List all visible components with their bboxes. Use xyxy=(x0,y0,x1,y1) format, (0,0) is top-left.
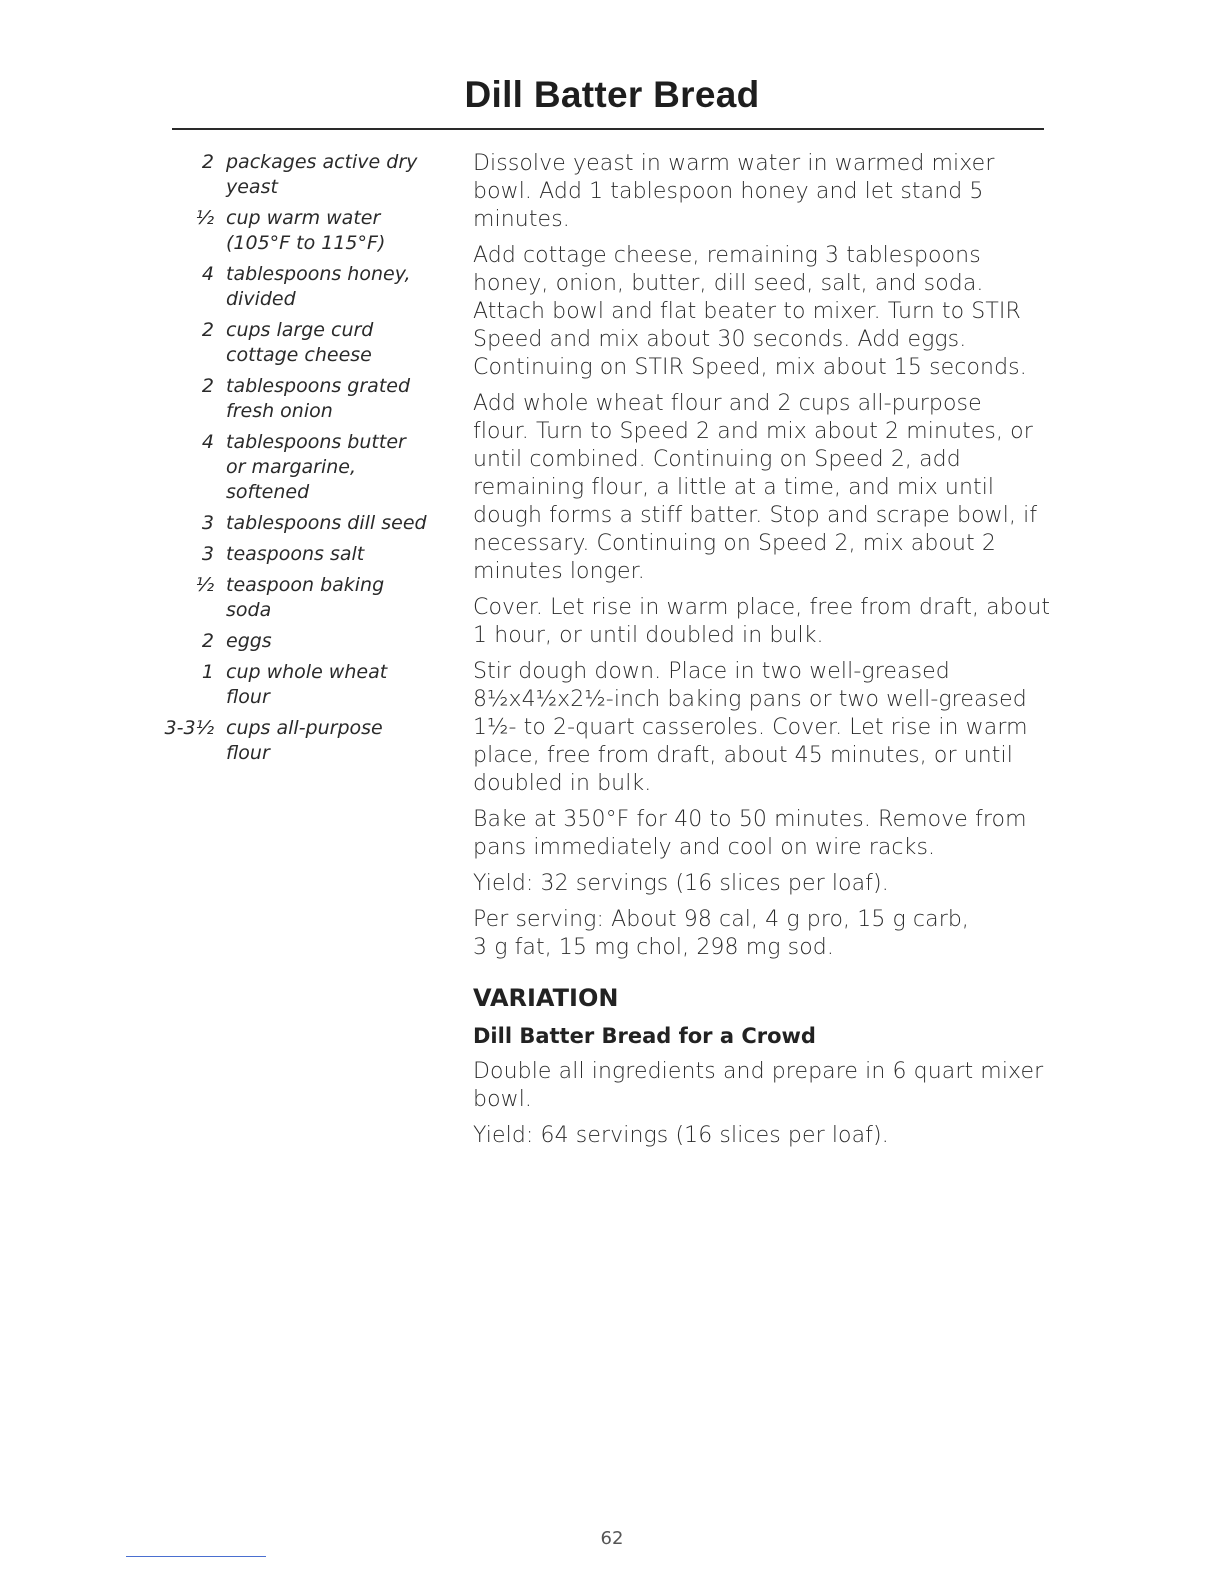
paragraph-line: place, free from draft, about 45 minutes, or until xyxy=(473,743,1013,768)
ingredient-item xyxy=(150,511,450,536)
variation-subheading: Dill Batter Bread for a Crowd xyxy=(473,1024,816,1048)
ingredient-line: packages active dry xyxy=(226,151,418,173)
paragraph-line: doubled in bulk. xyxy=(473,771,652,796)
ingredient-quantity: 2 xyxy=(201,630,214,652)
method-paragraph xyxy=(473,870,1053,898)
ingredient-line: cup whole wheat xyxy=(226,661,388,683)
paragraph-line: dough forms a stiff batter. Stop and scrape bowl, if xyxy=(473,503,1038,528)
method-paragraph xyxy=(473,1058,1053,1114)
method-paragraph xyxy=(473,806,1053,862)
ingredient-line: or margarine, xyxy=(226,456,357,478)
paragraph-line: flour. Turn to Speed 2 and mix about 2 minutes, or xyxy=(473,419,1033,444)
paragraph-line: bowl. xyxy=(473,1087,533,1112)
ingredient-quantity: ½ xyxy=(195,207,214,229)
paragraph-line: minutes longer. xyxy=(473,559,645,584)
paragraph-line: Add cottage cheese, remaining 3 tablespoons xyxy=(473,243,981,268)
ingredient-text xyxy=(226,430,436,505)
paragraph-line: honey, onion, butter, dill seed, salt, and soda. xyxy=(473,271,984,296)
ingredient-line: divided xyxy=(226,288,296,310)
paragraph-line: necessary. Continuing on Speed 2, mix about 2 xyxy=(473,531,996,556)
ingredient-line: tablespoons dill seed xyxy=(226,512,427,534)
method-paragraph xyxy=(473,1122,1053,1150)
ingredient-line: (105°F to 115°F) xyxy=(226,232,386,254)
paragraph-line: Double all ingredients and prepare in 6 quart mixer xyxy=(473,1059,1044,1084)
ingredient-line: tablespoons honey, xyxy=(226,263,411,285)
ingredient-item xyxy=(150,573,450,623)
ingredient-item xyxy=(150,318,450,368)
ingredient-quantity: 2 xyxy=(201,151,214,173)
ingredient-line: eggs xyxy=(226,630,272,652)
ingredient-item xyxy=(150,430,450,505)
method-paragraph xyxy=(473,242,1053,382)
paragraph-line: 3 g fat, 15 mg chol, 298 mg sod. xyxy=(473,935,834,960)
page-title: Dill Batter Bread xyxy=(464,74,760,115)
paragraph-line: Yield: 64 servings (16 slices per loaf). xyxy=(473,1123,889,1148)
method-paragraph xyxy=(473,390,1053,586)
ingredient-text xyxy=(226,629,436,654)
ingredient-item xyxy=(150,150,450,200)
ingredient-quantity: 3-3½ xyxy=(164,717,214,739)
ingredient-line: teaspoons salt xyxy=(226,543,365,565)
ingredient-line: flour xyxy=(226,686,270,708)
paragraph-line: 8½x4½x2½-inch baking pans or two well-greased xyxy=(473,687,1027,712)
variation-text xyxy=(473,1058,1053,1150)
ingredient-list xyxy=(150,150,450,772)
paragraph-line: Bake at 350°F for 40 to 50 minutes. Remove from xyxy=(473,807,1027,832)
paragraph-line: minutes. xyxy=(473,207,570,232)
paragraph-line: Per serving: About 98 cal, 4 g pro, 15 g carb, xyxy=(473,907,970,932)
ingredient-text xyxy=(226,262,436,312)
ingredient-line: cups all-purpose xyxy=(226,717,383,739)
page-number: 62 xyxy=(600,1528,624,1549)
ingredient-line: flour xyxy=(226,742,270,764)
method-paragraph xyxy=(473,594,1053,650)
ingredient-line: yeast xyxy=(226,176,278,198)
ingredient-text xyxy=(226,542,436,567)
ingredient-text xyxy=(226,511,436,536)
paragraph-line: Yield: 32 servings (16 slices per loaf). xyxy=(473,871,889,896)
method-paragraph xyxy=(473,658,1053,798)
ingredient-item xyxy=(150,206,450,256)
ingredient-quantity: 4 xyxy=(201,431,214,453)
ingredient-line: cups large curd xyxy=(226,319,374,341)
method-paragraph xyxy=(473,906,1053,962)
ingredient-text xyxy=(226,573,436,623)
ingredient-quantity: 2 xyxy=(201,375,214,397)
ingredient-text xyxy=(226,206,436,256)
ingredient-item xyxy=(150,374,450,424)
paragraph-line: Add whole wheat flour and 2 cups all-purpose xyxy=(473,391,982,416)
paragraph-line: bowl. Add 1 tablespoon honey and let stand 5 xyxy=(473,179,984,204)
paragraph-line: until combined. Continuing on Speed 2, add xyxy=(473,447,961,472)
paragraph-line: Continuing on STIR Speed, mix about 15 seconds. xyxy=(473,355,1027,380)
paragraph-line: remaining flour, a little at a time, and mix until xyxy=(473,475,995,500)
footer-line xyxy=(126,1556,266,1557)
title-divider xyxy=(172,128,1044,130)
paragraph-line: Speed and mix about 30 seconds. Add eggs. xyxy=(473,327,967,352)
method-steps xyxy=(473,150,1053,962)
paragraph-line: Dissolve yeast in warm water in warmed mixer xyxy=(473,151,995,176)
ingredient-line: tablespoons butter xyxy=(226,431,406,453)
ingredient-line: softened xyxy=(226,481,310,503)
ingredient-quantity: 1 xyxy=(201,661,214,683)
ingredient-quantity: ½ xyxy=(195,574,214,596)
ingredient-quantity: 3 xyxy=(201,543,214,565)
ingredient-text xyxy=(226,660,436,710)
method-paragraph xyxy=(473,150,1053,234)
variation-heading: VARIATION xyxy=(473,984,619,1012)
ingredient-line: soda xyxy=(226,599,272,621)
ingredient-line: cottage cheese xyxy=(226,344,372,366)
ingredient-item xyxy=(150,629,450,654)
ingredient-line: teaspoon baking xyxy=(226,574,385,596)
ingredient-text xyxy=(226,374,436,424)
ingredient-quantity: 4 xyxy=(201,263,214,285)
paragraph-line: 1 hour, or until doubled in bulk. xyxy=(473,623,824,648)
method-column xyxy=(473,150,1053,1158)
ingredient-text xyxy=(226,150,436,200)
ingredient-item xyxy=(150,716,450,766)
ingredient-line: fresh onion xyxy=(226,400,333,422)
ingredient-item xyxy=(150,262,450,312)
paragraph-line: Attach bowl and flat beater to mixer. Turn to STIR xyxy=(473,299,1021,324)
ingredient-line: tablespoons grated xyxy=(226,375,411,397)
ingredient-quantity: 2 xyxy=(201,319,214,341)
ingredient-item xyxy=(150,542,450,567)
paragraph-line: Cover. Let rise in warm place, free from draft, about xyxy=(473,595,1051,620)
ingredient-line: cup warm water xyxy=(226,207,381,229)
paragraph-line: Stir dough down. Place in two well-greased xyxy=(473,659,950,684)
paragraph-line: 1½- to 2-quart casseroles. Cover. Let rise in warm xyxy=(473,715,1028,740)
ingredient-quantity: 3 xyxy=(201,512,214,534)
ingredient-item xyxy=(150,660,450,710)
paragraph-line: pans immediately and cool on wire racks. xyxy=(473,835,936,860)
ingredient-text xyxy=(226,716,436,766)
ingredient-text xyxy=(226,318,436,368)
